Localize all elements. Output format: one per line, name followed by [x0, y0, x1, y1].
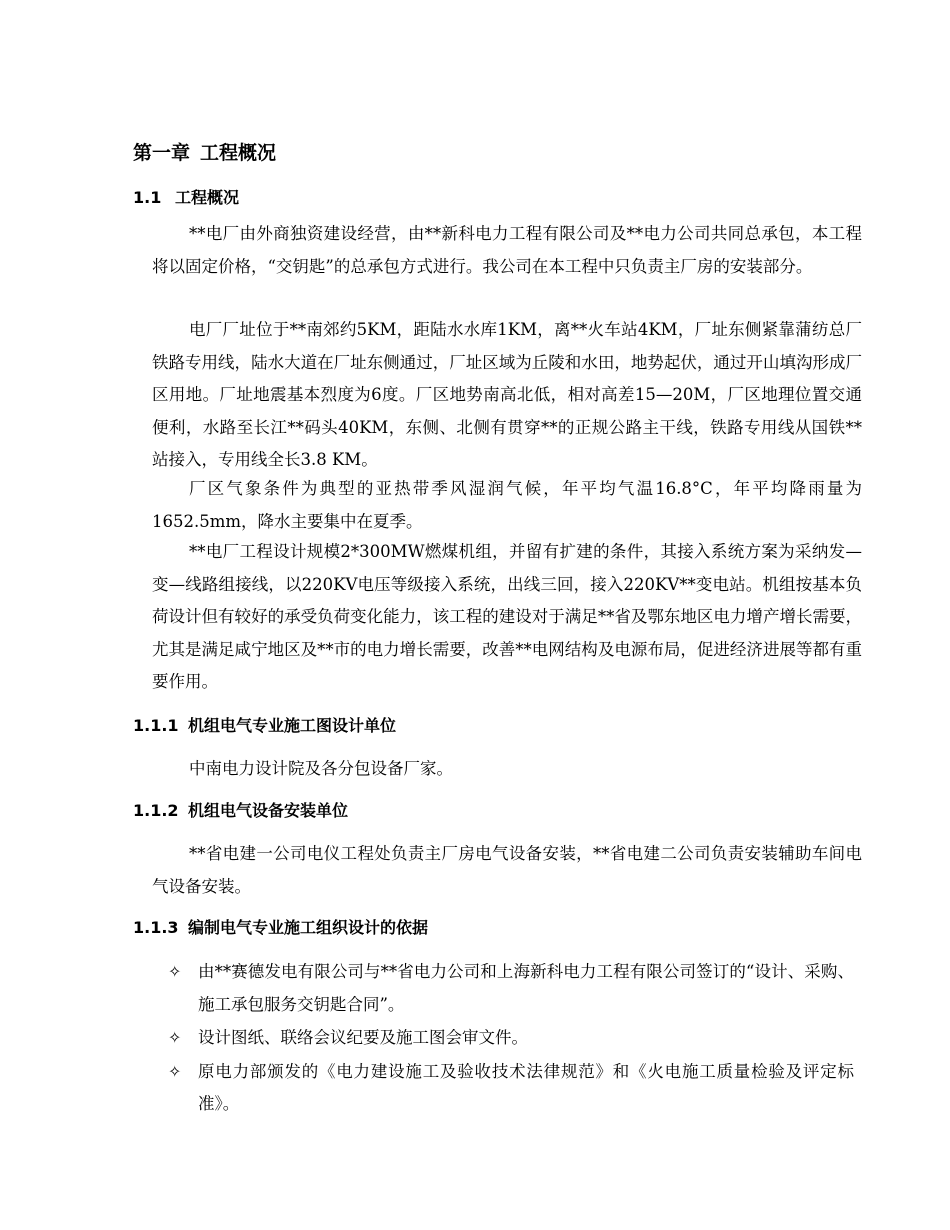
section-number: 1.1.3 [133, 918, 179, 937]
section-number: 1.1.2 [133, 801, 179, 820]
list-item-text: 设计图纸、联络会议纪要及施工图会审文件。 [198, 1028, 528, 1047]
section-heading-1-1-2 [133, 799, 348, 823]
list-item-text: 原电力部颁发的《电力建设施工及验收技术法律规范》和《火电施工质量检验及评定标准》。 [198, 1061, 854, 1113]
diamond-bullet-icon: ✧ [168, 1028, 182, 1047]
paragraph-site-location: 电厂厂址位于**南郊约5KM，距陆水水库1KM，离**火车站4KM，厂址东侧紧靠蒲纺总厂铁路专用线，陆水大道在厂址东侧通过，厂址区域为丘陵和水田，地势起伏，通过开山填沟形成厂区用地。厂址地震基本烈度为6度。厂区地势南高北低，相对高差15—20M，厂区地理位置交通便利，水路至长江**码头40KM，东侧、北侧有贯穿**的正规公路主干线，铁路专用线从国铁**站接入，专用线全长3.8 KM。 [152, 320, 862, 469]
diamond-bullet-icon: ✧ [168, 1061, 182, 1081]
section-heading-1-1-1 [133, 714, 396, 738]
paragraph-installation-unit: **省电建一公司电仪工程处负责主厂房电气设备安装，**省电建二公司负责安装辅助车间电气设备安装。 [152, 844, 862, 896]
section-title: 机组电气设备安装单位 [188, 801, 349, 820]
paragraph-ownership: **电厂由外商独资建设经营，由**新科电力工程有限公司及**电力公司共同总承包，本工程将以固定价格，“交钥匙”的总承包方式进行。我公司在本工程中只负责主厂房的安装部分。 [152, 224, 862, 276]
basis-list [168, 956, 868, 1122]
section-heading-1-1-3 [133, 916, 428, 940]
chapter-number: 第一章 [133, 142, 191, 164]
diamond-bullet-icon: ✧ [168, 962, 182, 981]
chapter-name: 工程概况 [200, 142, 277, 164]
section-number: 1.1 [133, 188, 162, 207]
section-title: 机组电气专业施工图设计单位 [188, 716, 397, 735]
list-item [168, 1056, 854, 1121]
section-title: 工程概况 [175, 188, 240, 207]
section-number: 1.1.1 [133, 716, 179, 735]
list-item [168, 1022, 854, 1055]
paragraph-climate: 厂区气象条件为典型的亚热带季风湿润气候，年平均气温16.8°C，年平均降雨量为1652.5mm，降水主要集中在夏季。 [152, 479, 862, 531]
paragraph-design-unit: 中南电力设计院及各分包设备厂家。 [189, 759, 453, 778]
paragraph-design-scale: **电厂工程设计规模2*300MW燃煤机组，并留有扩建的条件，其接入系统方案为采纳发—变—线路组接线，以220KV电压等级接入系统，出线三回，接入220KV**变电站。机组按基本负荷设计但有较好的承受负荷变化能力，该工程的建设对于满足**省及鄂东地区电力增产增长需要，尤其是满足咸宁地区及**市的电力增长需要，改善**电网结构及电源布局，促进经济进展等都有重要作用。 [152, 542, 862, 691]
section-title: 编制电气专业施工组织设计的依据 [188, 918, 429, 937]
list-item-text: 由**赛德发电有限公司与**省电力公司和上海新科电力工程有限公司签订的“设计、采购、施工承包服务交钥匙合同”。 [198, 962, 854, 1014]
chapter-title [133, 139, 276, 167]
section-heading-1-1 [133, 186, 239, 210]
list-item [168, 956, 854, 1021]
